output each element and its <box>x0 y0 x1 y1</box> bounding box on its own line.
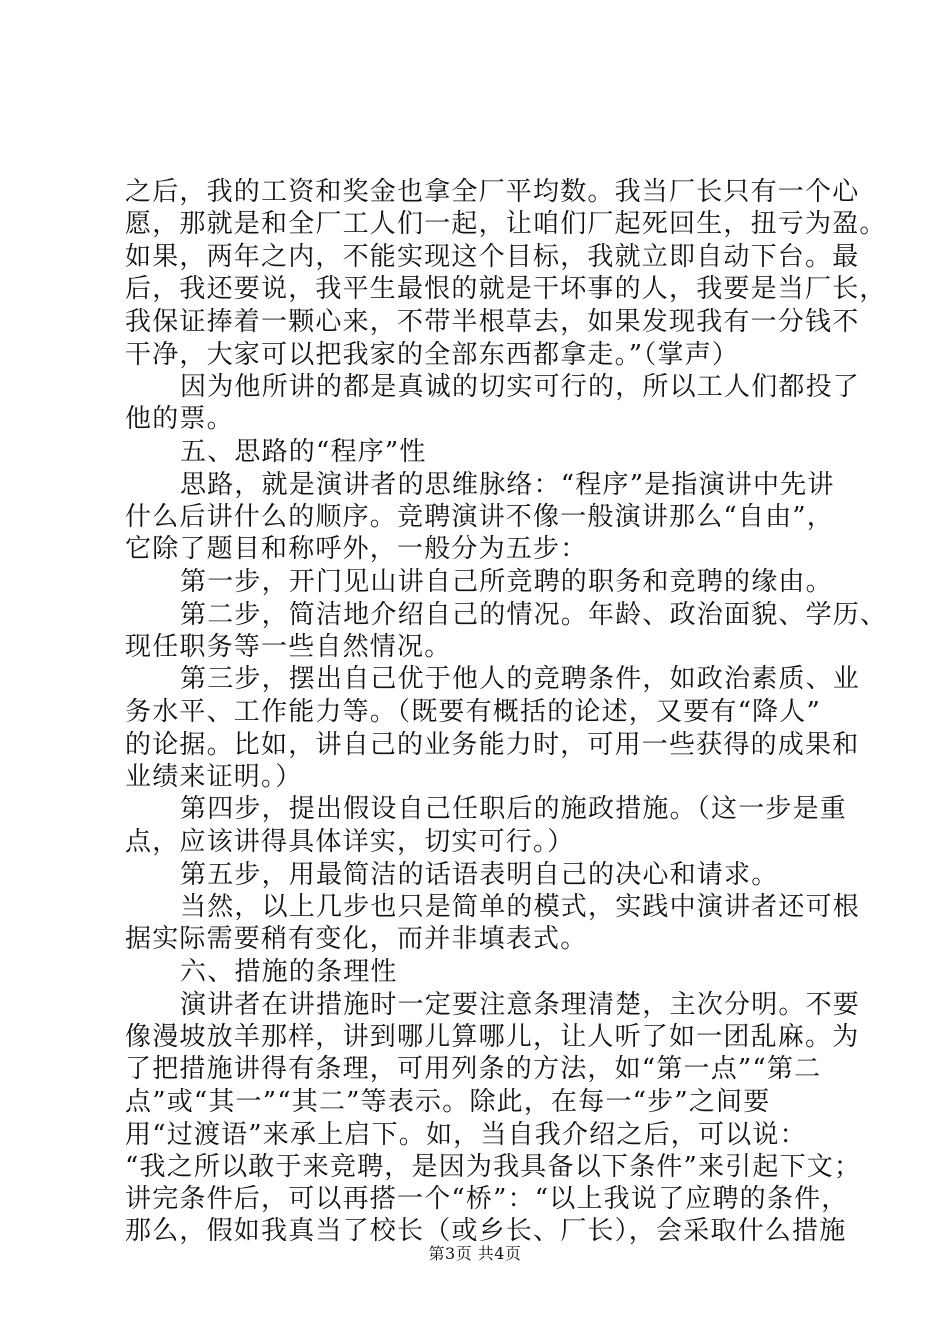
text-line: 现任职务等一些自然情况。 <box>125 632 452 662</box>
text-line: 讲完条件后，可以再搭一个“桥”：“以上我说了应聘的条件， <box>125 1184 849 1214</box>
text-line: 愿，那就是和全厂工人们一起，让咱们厂起死回生，扭亏为盈。 <box>125 209 887 239</box>
section-heading: 五、思路的“程序”性 <box>180 437 427 467</box>
text-line: 我保证捧着一颗心来，不带半根草去，如果发现我有一分钱不 <box>125 307 860 337</box>
section-heading: 六、措施的条理性 <box>180 957 398 987</box>
text-line: 第五步，用最简洁的话语表明自己的决心和请求。 <box>180 860 779 890</box>
text-line: 第三步，摆出自己优于他人的竞聘条件，如政治素质、业 <box>180 664 861 694</box>
text-line: 点，应该讲得具体详实，切实可行。） <box>125 827 575 857</box>
page-number-footer: 第3页 共4页 <box>428 1244 522 1263</box>
text-line: 第二步，简洁地介绍自己的情况。年龄、政治面貌、学历、 <box>180 600 888 630</box>
text-line: 他的票。 <box>125 404 234 434</box>
text-line: 据实际需要稍有变化，而并非填表式。 <box>125 924 588 954</box>
text-line: 第一步，开门见山讲自己所竞聘的职务和竞聘的缘由。 <box>180 567 833 597</box>
text-line: 业绩来证明。） <box>125 762 303 792</box>
text-line: 的论据。比如，讲自己的业务能力时，可用一些获得的成果和 <box>125 730 860 760</box>
text-line: 后，我还要说，我平生最恨的就是干坏事的人，我要是当厂长， <box>125 274 887 304</box>
text-line: 用“过渡语”来承上启下。如，当自我介绍之后，可以说： <box>125 1120 807 1150</box>
text-line: 了把措施讲得有条理，可用列条的方法，如“第一点”“第二 <box>125 1054 822 1084</box>
text-line: 因为他所讲的都是真诚的切实可行的，所以工人们都投了 <box>180 372 861 402</box>
text-line: 那么，假如我真当了校长（或乡长、厂长），会采取什么措施 <box>125 1216 847 1246</box>
text-line: 干净，大家可以把我家的全部东西都拿走。”（掌声） <box>125 340 740 370</box>
text-line: 之后，我的工资和奖金也拿全厂平均数。我当厂长只有一个心 <box>125 177 860 207</box>
text-line: “我之所以敢于来竞聘，是因为我具备以下条件”来引起下文； <box>125 1152 862 1182</box>
text-line: 它除了题目和称呼外，一般分为五步： <box>125 534 588 564</box>
text-line: 演讲者在讲措施时一定要注意条理清楚，主次分明。不要 <box>180 990 861 1020</box>
text-line: 第四步，提出假设自己任职后的施政措施。（这一步是重 <box>180 794 848 824</box>
text-line: 像漫坡放羊那样，讲到哪儿算哪儿，让人听了如一团乱麻。为 <box>125 1022 860 1052</box>
text-line: 什么后讲什么的顺序。竞聘演讲不像一般演讲那么“自由”， <box>125 502 834 532</box>
text-line: 如果，两年之内，不能实现这个目标，我就立即自动下台。最 <box>125 242 860 272</box>
text-line: 当然，以上几步也只是简单的模式，实践中演讲者还可根 <box>180 892 861 922</box>
text-line: 点”或“其一”“其二”等表示。除此，在每一“步”之间要 <box>125 1087 771 1117</box>
text-line: 思路，就是演讲者的思维脉络：“程序”是指演讲中先讲 <box>180 470 835 500</box>
text-line: 务水平、工作能力等。（既要有概括的论述，又要有“降人” <box>125 697 821 727</box>
